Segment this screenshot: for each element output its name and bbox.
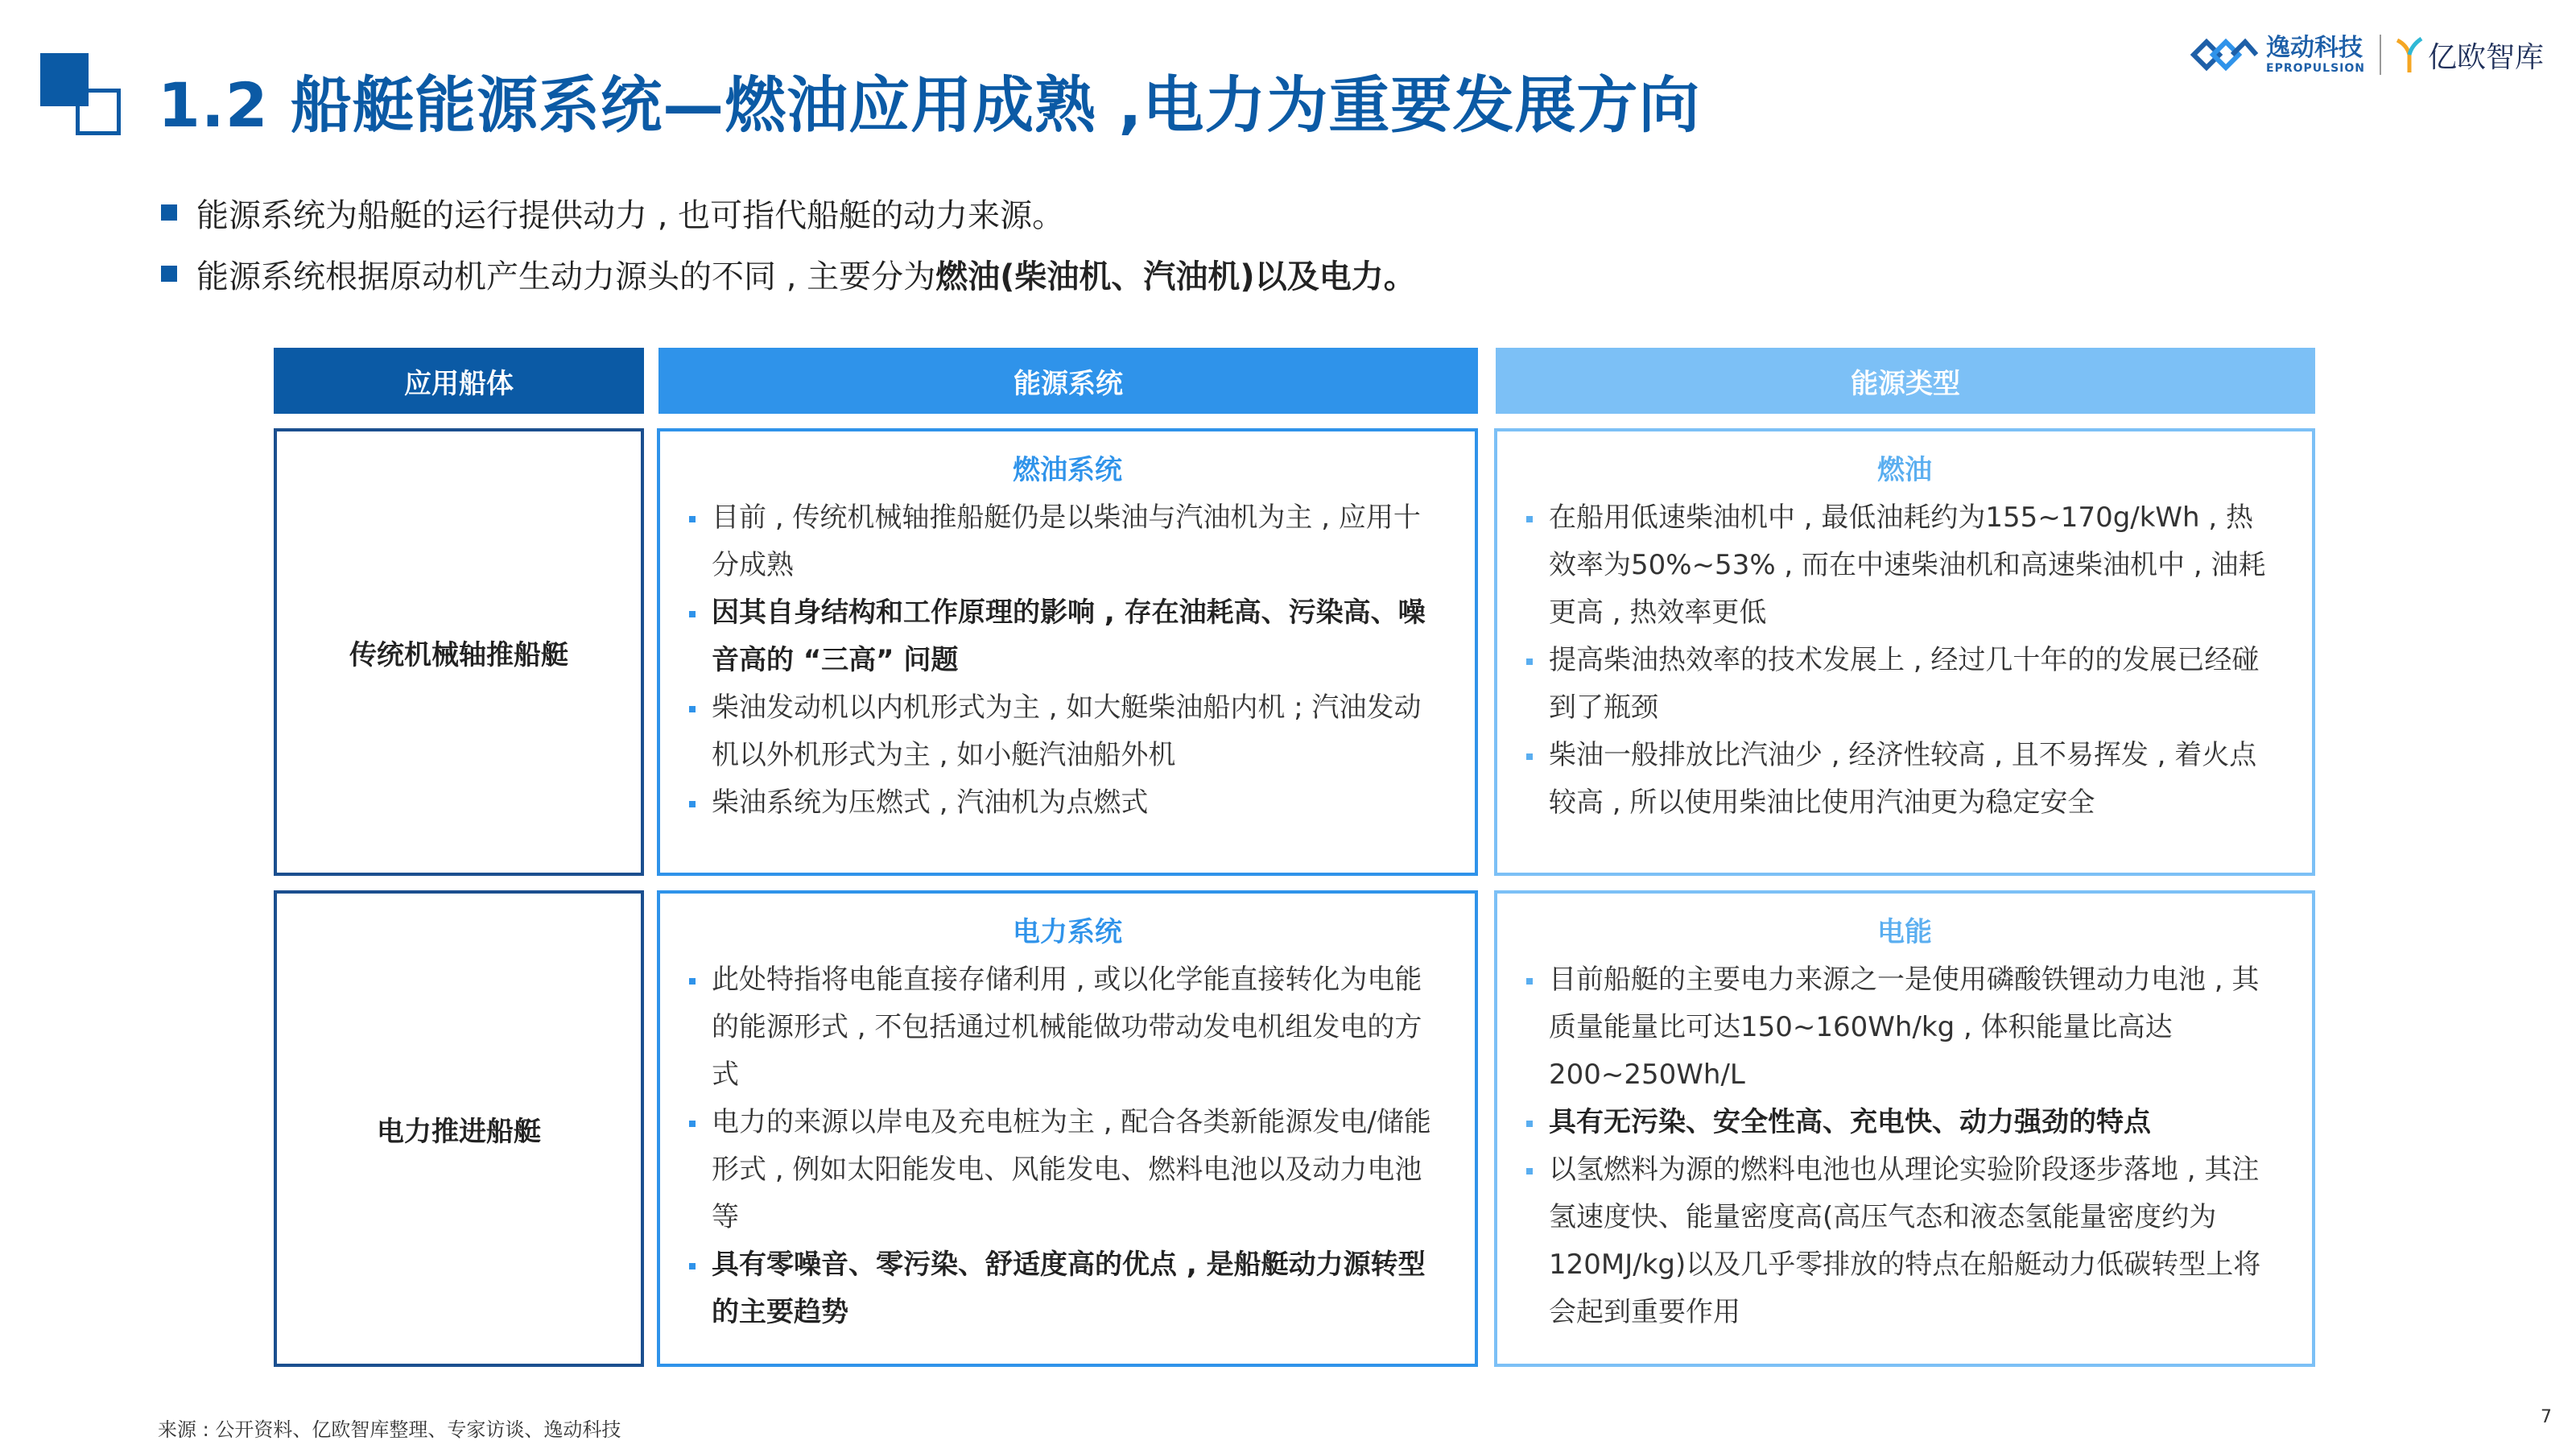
list-item: 具有无污染、安全性高、充电快、动力强劲的特点 bbox=[1525, 1099, 2280, 1146]
list-item: 柴油系统为压燃式 , 汽油机为点燃式 bbox=[687, 779, 1443, 827]
bullet-square-icon bbox=[161, 204, 177, 221]
page-number: 7 bbox=[2541, 1407, 2552, 1427]
cell-electric-system bbox=[657, 890, 1478, 1367]
list-item: 电力的来源以岸电及充电桩为主 , 配合各类新能源发电/储能形式 , 例如太阳能发电、风能发电、燃料电池以及动力电池等 bbox=[687, 1099, 1443, 1241]
list-item: 此处特指将电能直接存储利用 , 或以化学能直接转化为电能的能源形式 , 不包括通过机械能做功带动发电机组发电的方式 bbox=[687, 956, 1443, 1099]
title-decoration bbox=[40, 53, 124, 138]
list-item: 具有零噪音、零污染、舒适度高的优点 , 是船艇动力源转型的主要趋势 bbox=[687, 1241, 1443, 1336]
page-title: 1.2 船艇能源系统—燃油应用成熟 ,电力为重要发展方向 bbox=[158, 69, 1701, 141]
row-label-traditional: 传统机械轴推船艇 bbox=[274, 428, 644, 876]
header-energy-system: 能源系统 bbox=[658, 348, 1478, 414]
list-item: 柴油一般排放比汽油少 , 经济性较高 , 且不易挥发 , 着火点较高 , 所以使用柴油比使用汽油更为稳定安全 bbox=[1525, 732, 2280, 827]
epropulsion-logo bbox=[2189, 34, 2365, 76]
list-item: 目前船艇的主要电力来源之一是使用磷酸铁锂动力电池 , 其质量能量比可达150~160Wh/kg , 体积能量比高达200~250Wh/L bbox=[1525, 956, 2280, 1099]
bullet-square-icon bbox=[161, 266, 177, 282]
cell-fuel-type bbox=[1494, 428, 2315, 876]
source-note: 来源 : 公开资料、亿欧智库整理、专家访谈、逸动科技 bbox=[158, 1418, 621, 1441]
list-item: 柴油发动机以内机形式为主 , 如大艇柴油船内机 ; 汽油发动机以外机形式为主 , 如小艇汽油船外机 bbox=[687, 684, 1443, 779]
list-item: 在船用低速柴油机中 , 最低油耗约为155~170g/kWh , 热效率为50%~53% , 而在中速柴油机和高速柴油机中 , 油耗更高 , 热效率更低 bbox=[1525, 494, 2280, 637]
list-item: 提高柴油热效率的技术发展上 , 经过几十年的的发展已经碰到了瓶颈 bbox=[1525, 637, 2280, 732]
epropulsion-mark-icon bbox=[2189, 34, 2260, 76]
header-application-hull: 应用船体 bbox=[274, 348, 644, 414]
yiou-logo bbox=[2396, 35, 2544, 76]
intro-bullet bbox=[161, 243, 1416, 304]
list-item: 因其自身结构和工作原理的影响 , 存在油耗高、污染高、噪音高的 “三高” 问题 bbox=[687, 589, 1443, 684]
yiou-logo-text: 亿欧智库 bbox=[2427, 40, 2544, 74]
intro-bullets bbox=[161, 182, 1416, 304]
epropulsion-cn: 逸动科技 bbox=[2266, 34, 2363, 62]
epropulsion-en: EPROPULSION bbox=[2266, 62, 2365, 75]
header-energy-type: 能源类型 bbox=[1496, 348, 2315, 414]
list-item: 以氢燃料为源的燃料电池也从理论实验阶段逐步落地 , 其注氢速度快、能量密度高(高压气态和液态氢能量密度约为120MJ/kg)以及几乎零排放的特点在船艇动力低碳转型上将会起到重要作用 bbox=[1525, 1146, 2280, 1336]
cell-title: 电力系统 bbox=[1013, 916, 1122, 948]
cell-electric-type bbox=[1494, 890, 2315, 1367]
header-logos bbox=[2189, 31, 2544, 79]
cell-title: 电能 bbox=[1877, 916, 1932, 948]
cell-fuel-system bbox=[657, 428, 1478, 876]
row-label-electric: 电力推进船艇 bbox=[274, 890, 644, 1367]
yiou-mark-icon bbox=[2396, 35, 2423, 74]
cell-title: 燃油 bbox=[1877, 454, 1932, 486]
intro-bullet-bold: 燃油(柴油机、汽油机)以及电力。 bbox=[935, 258, 1416, 295]
intro-bullet bbox=[161, 182, 1416, 243]
cell-title: 燃油系统 bbox=[1013, 454, 1122, 486]
intro-bullet-text: 能源系统为船艇的运行提供动力 , 也可指代船艇的动力来源。 bbox=[196, 196, 1065, 234]
intro-bullet-text: 能源系统根据原动机产生动力源头的不同 , 主要分为 bbox=[196, 258, 936, 295]
logo-divider bbox=[2380, 35, 2381, 75]
list-item: 目前 , 传统机械轴推船艇仍是以柴油与汽油机为主 , 应用十分成熟 bbox=[687, 494, 1443, 589]
